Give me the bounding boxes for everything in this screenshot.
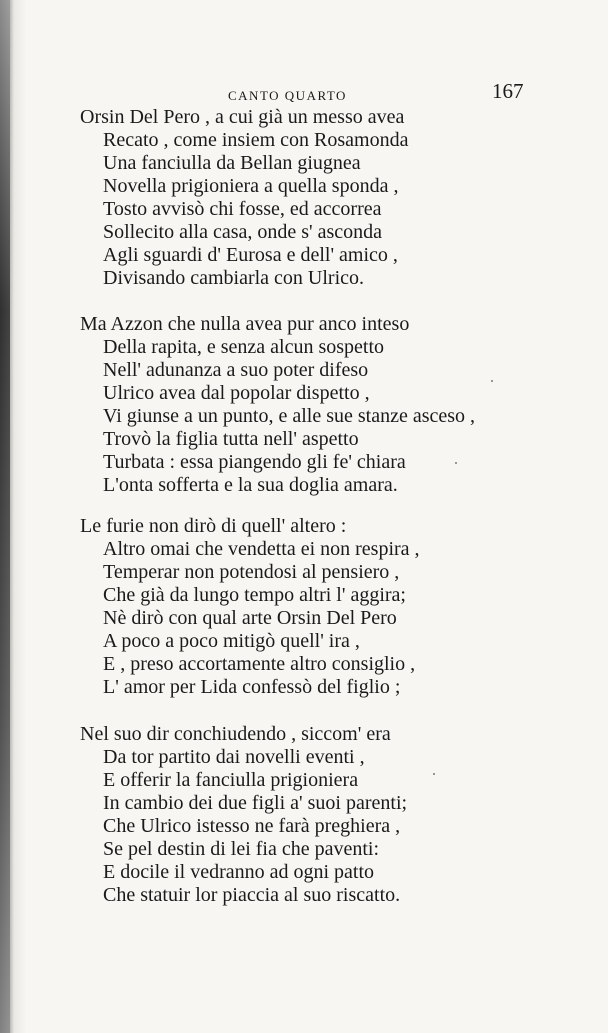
verse-line: Novella prigioniera a quella sponda , xyxy=(103,175,399,197)
verse-line: E , preso accortamente altro consiglio , xyxy=(103,653,416,675)
verse-line: Vi giunse a un punto, e alle sue stanze asceso , xyxy=(103,405,476,427)
verse-line: Della rapita, e senza alcun sospetto xyxy=(103,336,384,358)
page-number: 167 xyxy=(492,79,524,103)
running-title: CANTO QUARTO xyxy=(228,88,347,103)
verse-line: Altro omai che vendetta ei non respira , xyxy=(103,538,420,560)
verse-line: Nell' adunanza a suo poter difeso xyxy=(103,359,369,381)
verse-line: Divisando cambiarla con Ulrico. xyxy=(103,267,365,289)
stanza xyxy=(0,515,560,699)
verse-line: Una fanciulla da Bellan giugnea xyxy=(103,152,361,174)
verse-line: Le furie non dirò di quell' altero : xyxy=(80,515,347,537)
verse-line: Nè dirò con qual arte Orsin Del Pero xyxy=(103,607,397,629)
verse-line: Nel suo dir conchiudendo , siccom' era xyxy=(80,723,391,745)
verse-line: E docile il vedranno ad ogni patto xyxy=(103,861,375,883)
verse-line: Trovò la figlia tutta nell' aspetto xyxy=(103,428,359,450)
verse-line: Da tor partito dai novelli eventi , xyxy=(103,746,365,768)
stanza xyxy=(0,313,560,497)
verse-line: Orsin Del Pero , a cui già un messo avea xyxy=(80,106,405,128)
verse-line: Che già da lungo tempo altri l' aggira; xyxy=(103,584,406,606)
paper-speck xyxy=(455,462,457,464)
verse-line: L' amor per Lida confessò del figlio ; xyxy=(103,676,401,698)
verse-line: E offerir la fanciulla prigioniera xyxy=(103,769,359,791)
verse-line: Che statuir lor piaccia al suo riscatto. xyxy=(103,884,401,906)
paper-speck xyxy=(491,380,493,382)
verse-line: Temperar non potendosi al pensiero , xyxy=(103,561,400,583)
stanza xyxy=(0,723,560,907)
paper-speck xyxy=(433,773,435,775)
verse-line: Se pel destin di lei fia che paventi: xyxy=(103,838,380,860)
verse-line: Turbata : essa piangendo gli fe' chiara xyxy=(103,451,406,473)
verse-line: Agli sguardi d' Eurosa e dell' amico , xyxy=(103,244,398,266)
verse-line: L'onta sofferta e la sua doglia amara. xyxy=(103,474,398,496)
verse-line: Recato , come insiem con Rosamonda xyxy=(103,129,409,151)
verse-line: Ulrico avea dal popolar dispetto , xyxy=(103,382,370,404)
verse-line: Ma Azzon che nulla avea pur anco inteso xyxy=(80,313,410,335)
verse-line: Sollecito alla casa, onde s' asconda xyxy=(103,221,383,243)
verse-line: Che Ulrico istesso ne farà preghiera , xyxy=(103,815,401,837)
verse-line: In cambio dei due figli a' suoi parenti; xyxy=(103,792,408,814)
stanza xyxy=(0,106,560,290)
verse-line: Tosto avvisò chi fosse, ed accorrea xyxy=(103,198,382,220)
verse-line: A poco a poco mitigò quell' ira , xyxy=(103,630,360,652)
